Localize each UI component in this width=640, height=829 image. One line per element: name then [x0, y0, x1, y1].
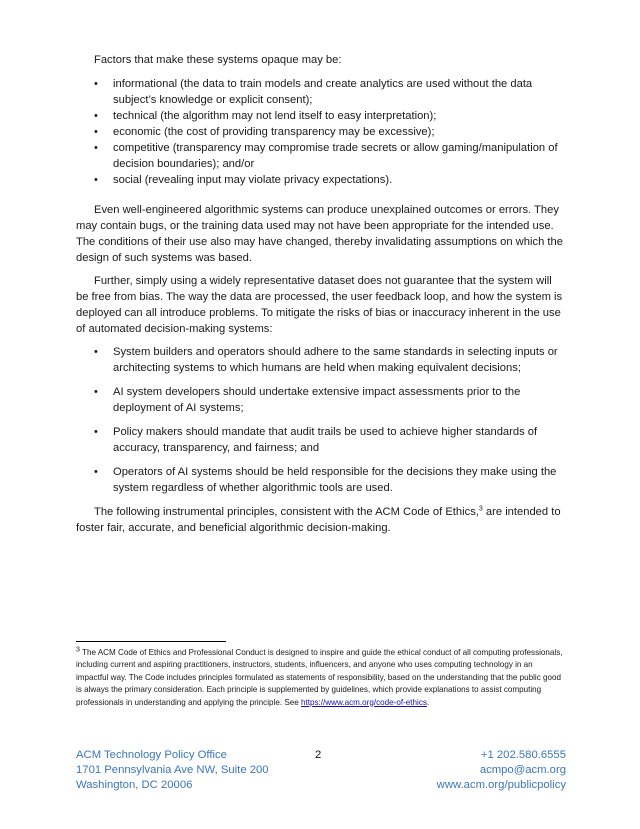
mitigation-audit-trails: • Policy makers should mandate that audit trails be used to achieve higher standards of accuracy, transparency, and fairness; and — [113, 424, 566, 456]
factor-competitive: • competitive (transparency may compromise trade secrets or allow gaming/manipulation of decision boundaries); and/or — [113, 140, 566, 172]
factor-economic: • economic (the cost of providing transparency may be excessive); — [113, 124, 566, 140]
footnote-separator — [76, 641, 226, 642]
footnote-reference[interactable]: 3 — [478, 505, 483, 513]
footnote-text: The ACM Code of Ethics and Professional Conduct is designed to inspire and guide the ethical conduct of all computing professionals, including current and aspiring practitioners, instructors, students, influencers, and anyone who uses computing technology in an impactful way. The Code includes principles formulated as statements of responsibility, based on the understanding that the public good is always the primary consideration. Each principle is supplemented by guidelines, which provide explanations to assist computing professionals in understanding and applying the principle. See — [76, 648, 563, 707]
footer-address-block — [76, 748, 269, 793]
page-footer — [76, 748, 566, 796]
paragraph-principles — [76, 504, 566, 536]
factors-intro: Factors that make these systems opaque may be: — [94, 54, 342, 66]
footer-contact-block — [437, 748, 566, 793]
principles-text-end: are intended to foster fair, accurate, and beneficial algorithmic decision-making. — [76, 506, 561, 534]
page-number: 2 — [315, 749, 322, 761]
footer-email[interactable]: acmpo@acm.org — [479, 764, 566, 776]
mitigation-standards: • System builders and operators should adhere to the same standards in selecting inputs or architecting systems to which humans are held when making equivalent decisions; — [113, 344, 566, 376]
footer-phone: +1 202.580.6555 — [480, 749, 566, 761]
footer-org-name: ACM Technology Policy Office — [76, 749, 227, 761]
factor-informational: • informational (the data to train models and create analytics are used without the data subject’s knowledge or explicit consent); — [113, 76, 566, 108]
principles-text: The following instrumental principles, consistent with the ACM Code of Ethics, — [94, 506, 479, 518]
footnote — [76, 647, 566, 709]
mitigation-impact-assessment: • AI system developers should undertake extensive impact assessments prior to the deployment of AI systems; — [113, 384, 566, 416]
paragraph-unexplained-outcomes: Even well-engineered algorithmic systems can produce unexplained outcomes or errors. They may contain bugs, or the training data used may not have been appropriate for the intended use. The conditions of their use also may have changed, thereby invalidating assumptions on which the design of such systems was based. — [76, 204, 563, 264]
factors-list — [76, 76, 566, 188]
body-text — [76, 52, 566, 536]
mitigation-responsibility: • Operators of AI systems should be held responsible for the decisions they make using the system regardless of whether algorithmic tools are used. — [113, 464, 566, 496]
footnote-marker: 3 — [76, 646, 80, 654]
mitigations-list — [76, 344, 566, 496]
code-of-ethics-link[interactable]: https://www.acm.org/code-of-ethics — [300, 697, 427, 707]
paragraph-bias: Further, simply using a widely representative dataset does not guarantee that the system will be free from bias. The way the data are processed, the user feedback loop, and how the system is deployed can all introduce problems. To mitigate the risks of bias or inaccuracy inherent in the use of automated decision-making systems: — [76, 275, 563, 335]
footnote-end: . — [426, 697, 430, 707]
footer-website[interactable]: www.acm.org/publicpolicy — [436, 779, 566, 791]
factor-technical: • technical (the algorithm may not lend itself to easy interpretation); — [113, 108, 566, 124]
footer-address-line2: Washington, DC 20006 — [76, 779, 193, 791]
factor-social: • social (revealing input may violate privacy expectations). — [113, 172, 566, 188]
footer-address-line1: 1701 Pennsylvania Ave NW, Suite 200 — [76, 764, 269, 776]
